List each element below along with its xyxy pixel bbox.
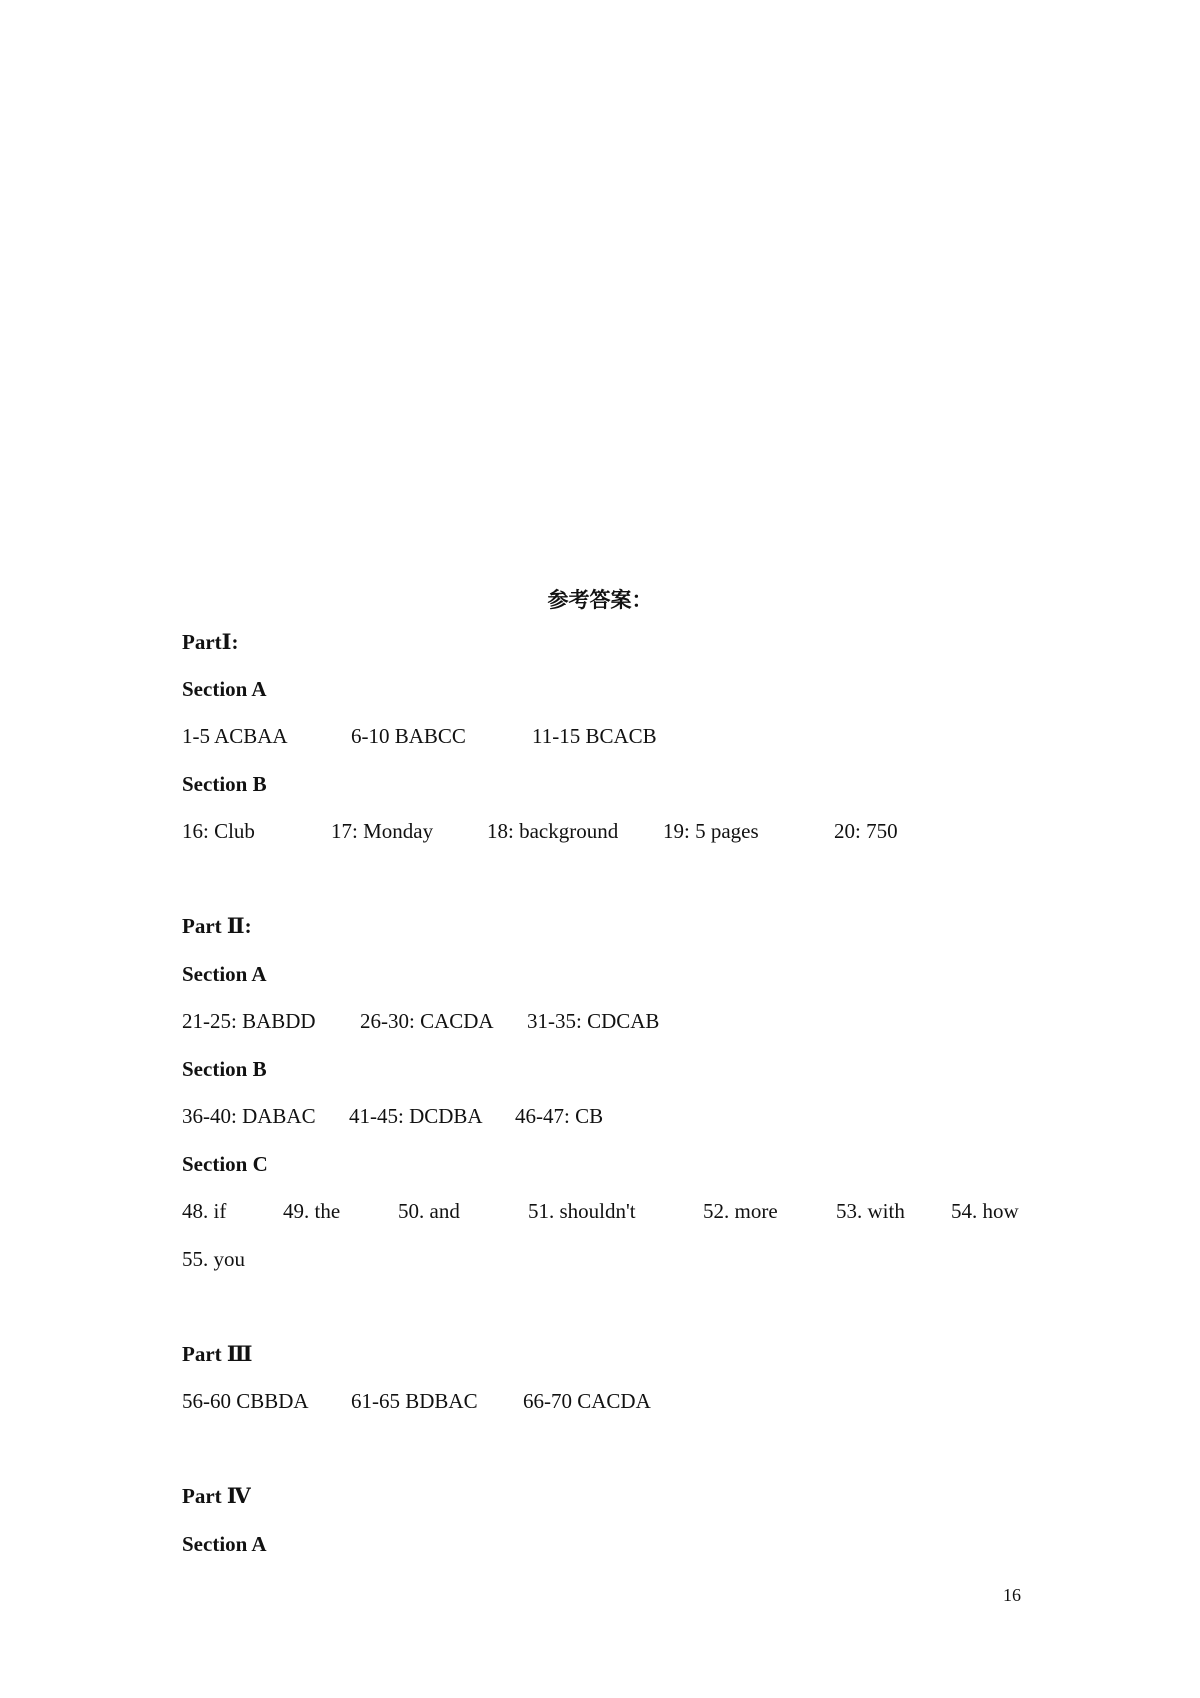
part1-heading: PartⅠ:	[182, 630, 239, 654]
page-title: 参考答案：	[547, 588, 653, 612]
part2-section-a-answer: 21-25: BABDD	[182, 1009, 316, 1033]
part1-section-a-answer: 6-10 BABCC	[351, 724, 466, 748]
part2-section-c-answer: 48. if	[182, 1199, 227, 1223]
part4-heading: Part Ⅳ	[182, 1484, 251, 1508]
part2-section-c-answer: 50. and	[398, 1199, 460, 1223]
part1-section-a-answer: 1-5 ACBAA	[182, 724, 288, 748]
part2-section-c-answer: 54. how	[951, 1199, 1019, 1223]
part2-heading: Part Ⅱ:	[182, 914, 252, 938]
part1-section-b-answer: 20: 750	[834, 819, 898, 843]
part2-section-c-heading: Section C	[182, 1152, 268, 1176]
part2-section-a-answer: 26-30: CACDA	[360, 1009, 494, 1033]
part2-section-a-answer: 31-35: CDCAB	[527, 1009, 660, 1033]
part2-section-c-answer: 51. shouldn't	[528, 1199, 636, 1223]
part1-section-b-answer: 16: Club	[182, 819, 255, 843]
part1-section-b-answer: 19: 5 pages	[663, 819, 759, 843]
part3-answer: 66-70 CACDA	[523, 1389, 651, 1413]
page-number: 16	[1003, 1585, 1021, 1605]
part3-answer: 61-65 BDBAC	[351, 1389, 478, 1413]
part2-section-a-heading: Section A	[182, 962, 267, 986]
part1-section-b-heading: Section B	[182, 772, 267, 796]
part2-section-c-answer: 53. with	[836, 1199, 905, 1223]
part4-section-a-heading: Section A	[182, 1532, 267, 1556]
part3-answer: 56-60 CBBDA	[182, 1389, 309, 1413]
part1-section-b-answer: 17: Monday	[331, 819, 434, 843]
part2-section-c-answer: 55. you	[182, 1247, 245, 1271]
part2-section-b-answer: 36-40: DABAC	[182, 1104, 316, 1128]
part2-section-c-answer: 52. more	[703, 1199, 778, 1223]
part2-section-c-answer: 49. the	[283, 1199, 341, 1223]
part3-heading: Part Ⅲ	[182, 1342, 253, 1366]
part1-section-a-answer: 11-15 BCACB	[532, 724, 657, 748]
part1-section-a-heading: Section A	[182, 677, 267, 701]
part2-section-b-answer: 41-45: DCDBA	[349, 1104, 483, 1128]
part2-section-b-answer: 46-47: CB	[515, 1104, 604, 1128]
part2-section-b-heading: Section B	[182, 1057, 267, 1081]
part1-section-b-answer: 18: background	[487, 819, 619, 843]
